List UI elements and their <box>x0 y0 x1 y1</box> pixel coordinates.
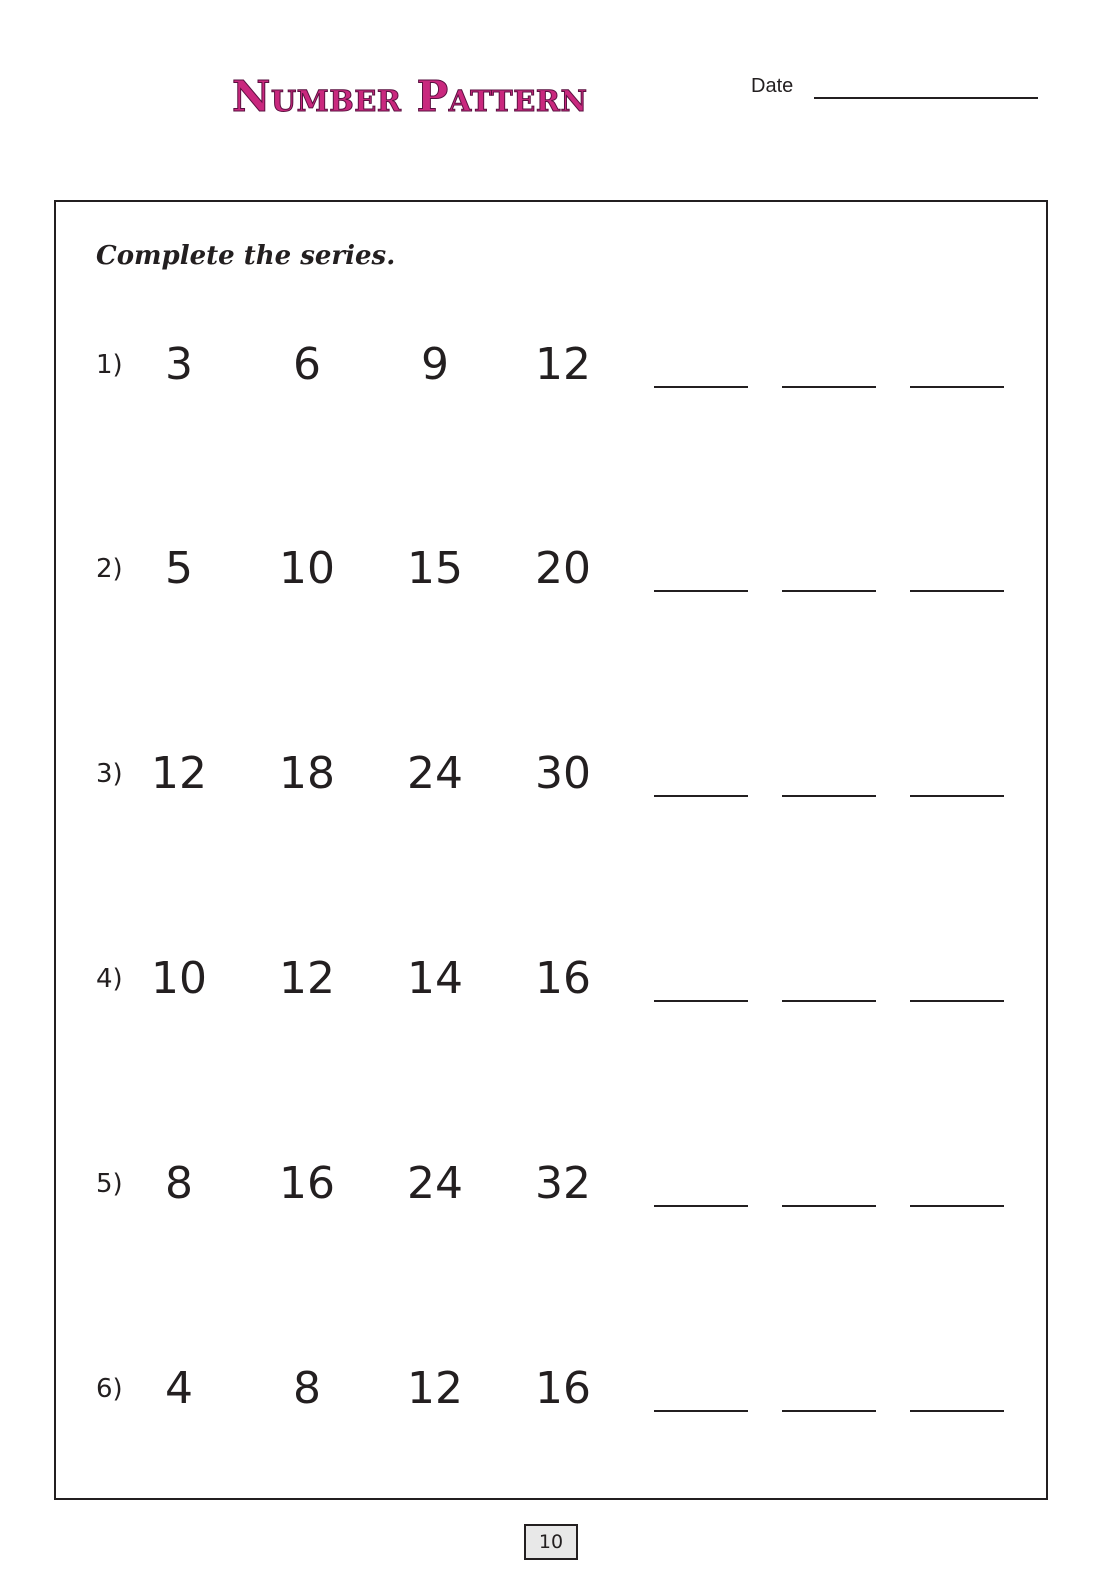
date-label: Date <box>751 75 794 97</box>
series-term: 9 <box>421 339 449 390</box>
series-term: 10 <box>151 953 207 1004</box>
answer-blank[interactable] <box>654 795 748 797</box>
worksheet-frame <box>54 200 1048 1500</box>
problem-number: 1) <box>96 350 123 380</box>
series-term: 30 <box>535 748 591 799</box>
series-term: 24 <box>407 1158 463 1209</box>
answer-blank[interactable] <box>910 1000 1004 1002</box>
series-term: 32 <box>535 1158 591 1209</box>
series-term: 5 <box>165 543 193 594</box>
problem-number: 6) <box>96 1374 123 1404</box>
answer-blank[interactable] <box>782 1000 876 1002</box>
answer-blank[interactable] <box>782 1205 876 1207</box>
problem-number: 4) <box>96 964 123 994</box>
page-number: 10 <box>524 1524 578 1560</box>
answer-blank[interactable] <box>910 795 1004 797</box>
series-term: 12 <box>407 1363 463 1414</box>
series-term: 24 <box>407 748 463 799</box>
problem-row <box>56 338 1046 398</box>
series-term: 16 <box>535 953 591 1004</box>
series-term: 20 <box>535 543 591 594</box>
series-term: 16 <box>279 1158 335 1209</box>
answer-blank[interactable] <box>782 1410 876 1412</box>
problem-row <box>56 747 1046 807</box>
series-term: 12 <box>279 953 335 1004</box>
date-field[interactable] <box>814 97 1038 99</box>
problem-row <box>56 1157 1046 1217</box>
problem-row <box>56 1362 1046 1422</box>
series-term: 4 <box>165 1363 193 1414</box>
problem-number: 2) <box>96 554 123 584</box>
series-term: 6 <box>293 339 321 390</box>
answer-blank[interactable] <box>782 795 876 797</box>
problem-row <box>56 542 1046 602</box>
answer-blank[interactable] <box>910 1410 1004 1412</box>
problem-number: 5) <box>96 1169 123 1199</box>
worksheet-title: Number Pattern <box>232 72 588 121</box>
series-term: 12 <box>151 748 207 799</box>
answer-blank[interactable] <box>782 386 876 388</box>
instruction-text: Complete the series. <box>96 241 396 271</box>
series-term: 8 <box>165 1158 193 1209</box>
series-term: 10 <box>279 543 335 594</box>
answer-blank[interactable] <box>654 386 748 388</box>
series-term: 12 <box>535 339 591 390</box>
series-term: 8 <box>293 1363 321 1414</box>
answer-blank[interactable] <box>910 1205 1004 1207</box>
series-term: 15 <box>407 543 463 594</box>
answer-blank[interactable] <box>654 590 748 592</box>
answer-blank[interactable] <box>910 590 1004 592</box>
answer-blank[interactable] <box>654 1000 748 1002</box>
series-term: 16 <box>535 1363 591 1414</box>
answer-blank[interactable] <box>910 386 1004 388</box>
answer-blank[interactable] <box>654 1205 748 1207</box>
problem-row <box>56 952 1046 1012</box>
series-term: 18 <box>279 748 335 799</box>
series-term: 3 <box>165 339 193 390</box>
answer-blank[interactable] <box>782 590 876 592</box>
problem-number: 3) <box>96 759 123 789</box>
series-term: 14 <box>407 953 463 1004</box>
answer-blank[interactable] <box>654 1410 748 1412</box>
